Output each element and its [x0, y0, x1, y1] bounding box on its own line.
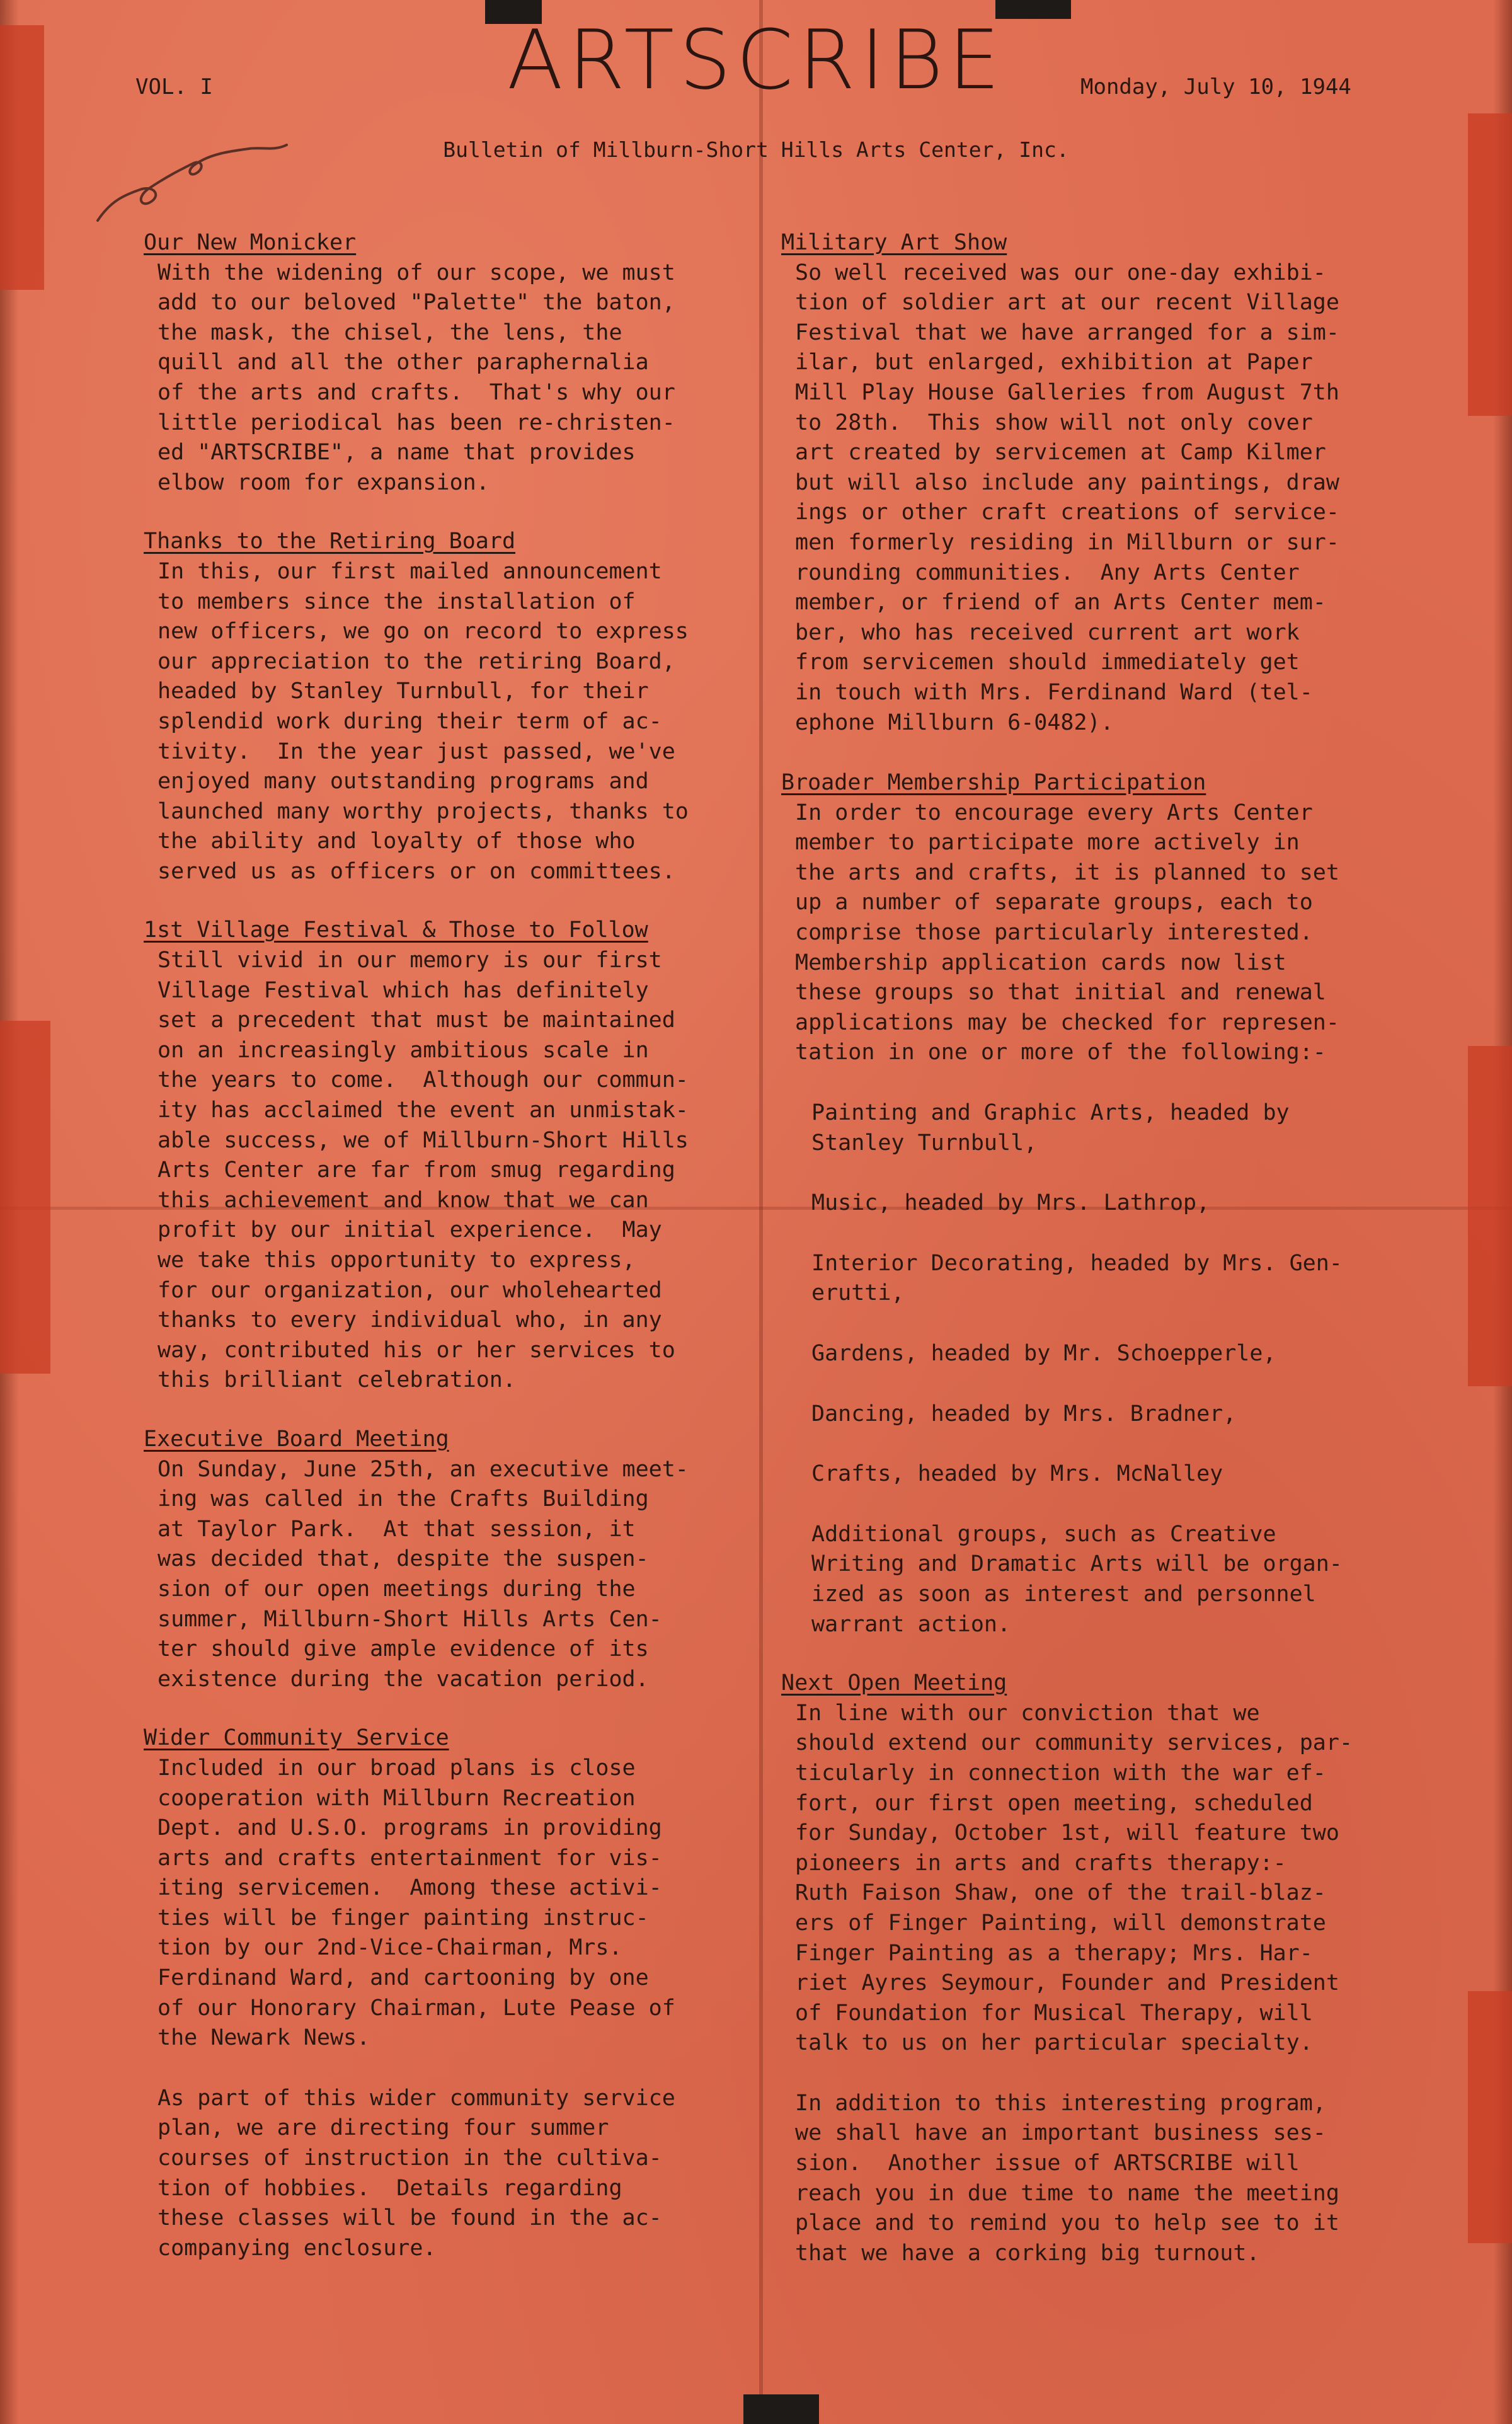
article-military-art-show [781, 228, 1386, 738]
article-our-new-monicker [144, 228, 748, 498]
group-item: Music, headed by Mrs. Lathrop, [811, 1190, 1210, 1216]
article-heading: Broader Membership Participation [781, 770, 1206, 796]
group-item: Gardens, headed by Mr. Schoepperle, [811, 1341, 1276, 1366]
article-paragraph: In order to encourage every Arts Center member to participate more actively in the arts and crafts, it is planned to set up a number of separate groups, each to comprise those particularly interested. Membership application cards now list these groups so that initial and renewal applications may be checked for represen- tation in one or more of the following:- [795, 800, 1339, 1066]
bulletin-subtitle: Bulletin of Millburn-Short Hills Arts Center, Inc. [443, 137, 1069, 162]
pencil-scribble [85, 126, 299, 239]
article-paragraph: So well received was our one-day exhibi- tion of soldier art at our recent Village Festival that we have arranged for a sim- ilar, but enlarged, exhibition at Paper Mill Play House Galleries from August 7th to 28th. This show will not only cover art created by servicemen at Camp Kilmer but will also include any paintings, draw ings or other craft creations of service- men formerly residing in Millburn or sur- rounding communities. Any Arts Center member, or friend of an Arts Center mem- ber, who has received current art work from servicemen should immediately get in touch with Mrs. Ferdinand Ward (tel- ephone Millburn 6-0482). [795, 260, 1339, 735]
masthead-title: ARTSCRIBE [507, 12, 1005, 108]
article-heading: 1st Village Festival & Those to Follow [144, 917, 648, 943]
article-paragraph: As part of this wider community service plan, we are directing four summer courses of instruction in the cultiva- tion of hobbies. Details regarding these classes will be found in the ac- companying enclosure. [158, 2085, 675, 2261]
left-column [144, 228, 748, 2263]
article-heading: Military Art Show [781, 230, 1007, 255]
volume-label: VOL. I [135, 74, 213, 100]
group-item: Interior Decorating, headed by Mrs. Gen- erutti, [811, 1250, 1343, 1306]
group-item: Painting and Graphic Arts, headed by Stanley Turnbull, [811, 1100, 1290, 1156]
article-paragraph: Still vivid in our memory is our first Village Festival which has definitely set a precedent that must be maintained on an increasingly ambitious scale in the years to come. Although our commun- ity has acclaimed the event an unmistak- able success, we of Millburn-Short Hills Arts Center are far from smug regarding this achievement and know that we can profit by our initial experience. May we take this opportunity to express, for our organization, our wholehearted thanks to every individual who, in any way, contributed his or her services to this brilliant celebration. [158, 948, 689, 1393]
article-heading: Thanks to the Retiring Board [144, 529, 516, 554]
group-item: Additional groups, such as Creative Writing and Dramatic Arts will be organ- ized as soon as interest and personnel warrant action. [811, 1521, 1343, 1637]
right-column [781, 228, 1386, 2268]
article-paragraph: In addition to this interesting program, we shall have an important business ses- sion. Another issue of ARTSCRIBE will reach you in due time to name the meeting place and to remind you to help see to it that we have a corking big turnout. [795, 2090, 1339, 2266]
tape-strip [1468, 1046, 1512, 1386]
article-broader-membership [781, 768, 1386, 1640]
group-item: Dancing, headed by Mrs. Bradner, [811, 1401, 1237, 1427]
article-paragraph: On Sunday, June 25th, an executive meet- ing was called in the Crafts Building at Taylor Park. At that session, it was decided that, despite the suspen- sion of our open meetings during the summer, Millburn-Short Hills Arts Cen- ter should give ample evidence of its existence during the vacation period. [158, 1456, 689, 1692]
article-paragraph: In line with our conviction that we should extend our community services, par- ticularly in connection with the war ef- fort, our first open meeting, scheduled for Sunday, October 1st, will feature two pioneers in arts and crafts therapy:- Ruth Faison Shaw, one of the trail-blaz- ers of Finger Painting, will demonstrate Finger Painting as a therapy; Mrs. Har- riet Ayres Seymour, Founder and President of Foundation for Musical Therapy, will talk to us on her particular specialty. [795, 1700, 1353, 2056]
article-executive-board-meeting [144, 1425, 748, 1694]
tape-strip [0, 1021, 50, 1374]
article-next-open-meeting [781, 1669, 1386, 2268]
fold-crease-vertical [759, 0, 763, 2424]
article-heading: Wider Community Service [144, 1725, 449, 1751]
issue-date: Monday, July 10, 1944 [1080, 74, 1351, 100]
article-heading: Executive Board Meeting [144, 1426, 449, 1452]
article-wider-community-service [144, 1723, 748, 2263]
article-paragraph: In this, our first mailed announcement to members since the installation of new officers, we go on record to express our appreciation to the retiring Board, headed by Stanley Turnbull, for their splendid work during their term of ac- tivity. In the year just passed, we've enjoyed many outstanding programs and launched many worthy projects, thanks to the ability and loyalty of those who served us as officers or on committees. [158, 558, 689, 884]
article-paragraph: Included in our broad plans is close cooperation with Millburn Recreation Dept. and U.S.O. programs in providing arts and crafts entertainment for vis- iting servicemen. Among these activi- ties will be finger painting instruc- tion by our 2nd-Vice-Chairman, Mrs. Ferdinand Ward, and cartooning by one of our Honorary Chairman, Lute Pease of the Newark News. [158, 1755, 675, 2051]
article-thanks-retiring-board [144, 527, 748, 887]
article-heading: Our New Monicker [144, 230, 357, 255]
article-paragraph: With the widening of our scope, we must add to our beloved "Palette" the baton, the mask, the chisel, the lens, the quill and all the other paraphernalia of the arts and crafts. That's why our little periodical has been re-christen- ed "ARTSCRIBE", a name that provides elbow room for expansion. [158, 260, 675, 495]
article-village-festival [144, 916, 748, 1396]
group-item: Crafts, headed by Mrs. McNalley [811, 1461, 1223, 1487]
article-heading: Next Open Meeting [781, 1670, 1007, 1696]
torn-edge [743, 2394, 819, 2424]
tape-strip [1468, 1991, 1512, 2243]
